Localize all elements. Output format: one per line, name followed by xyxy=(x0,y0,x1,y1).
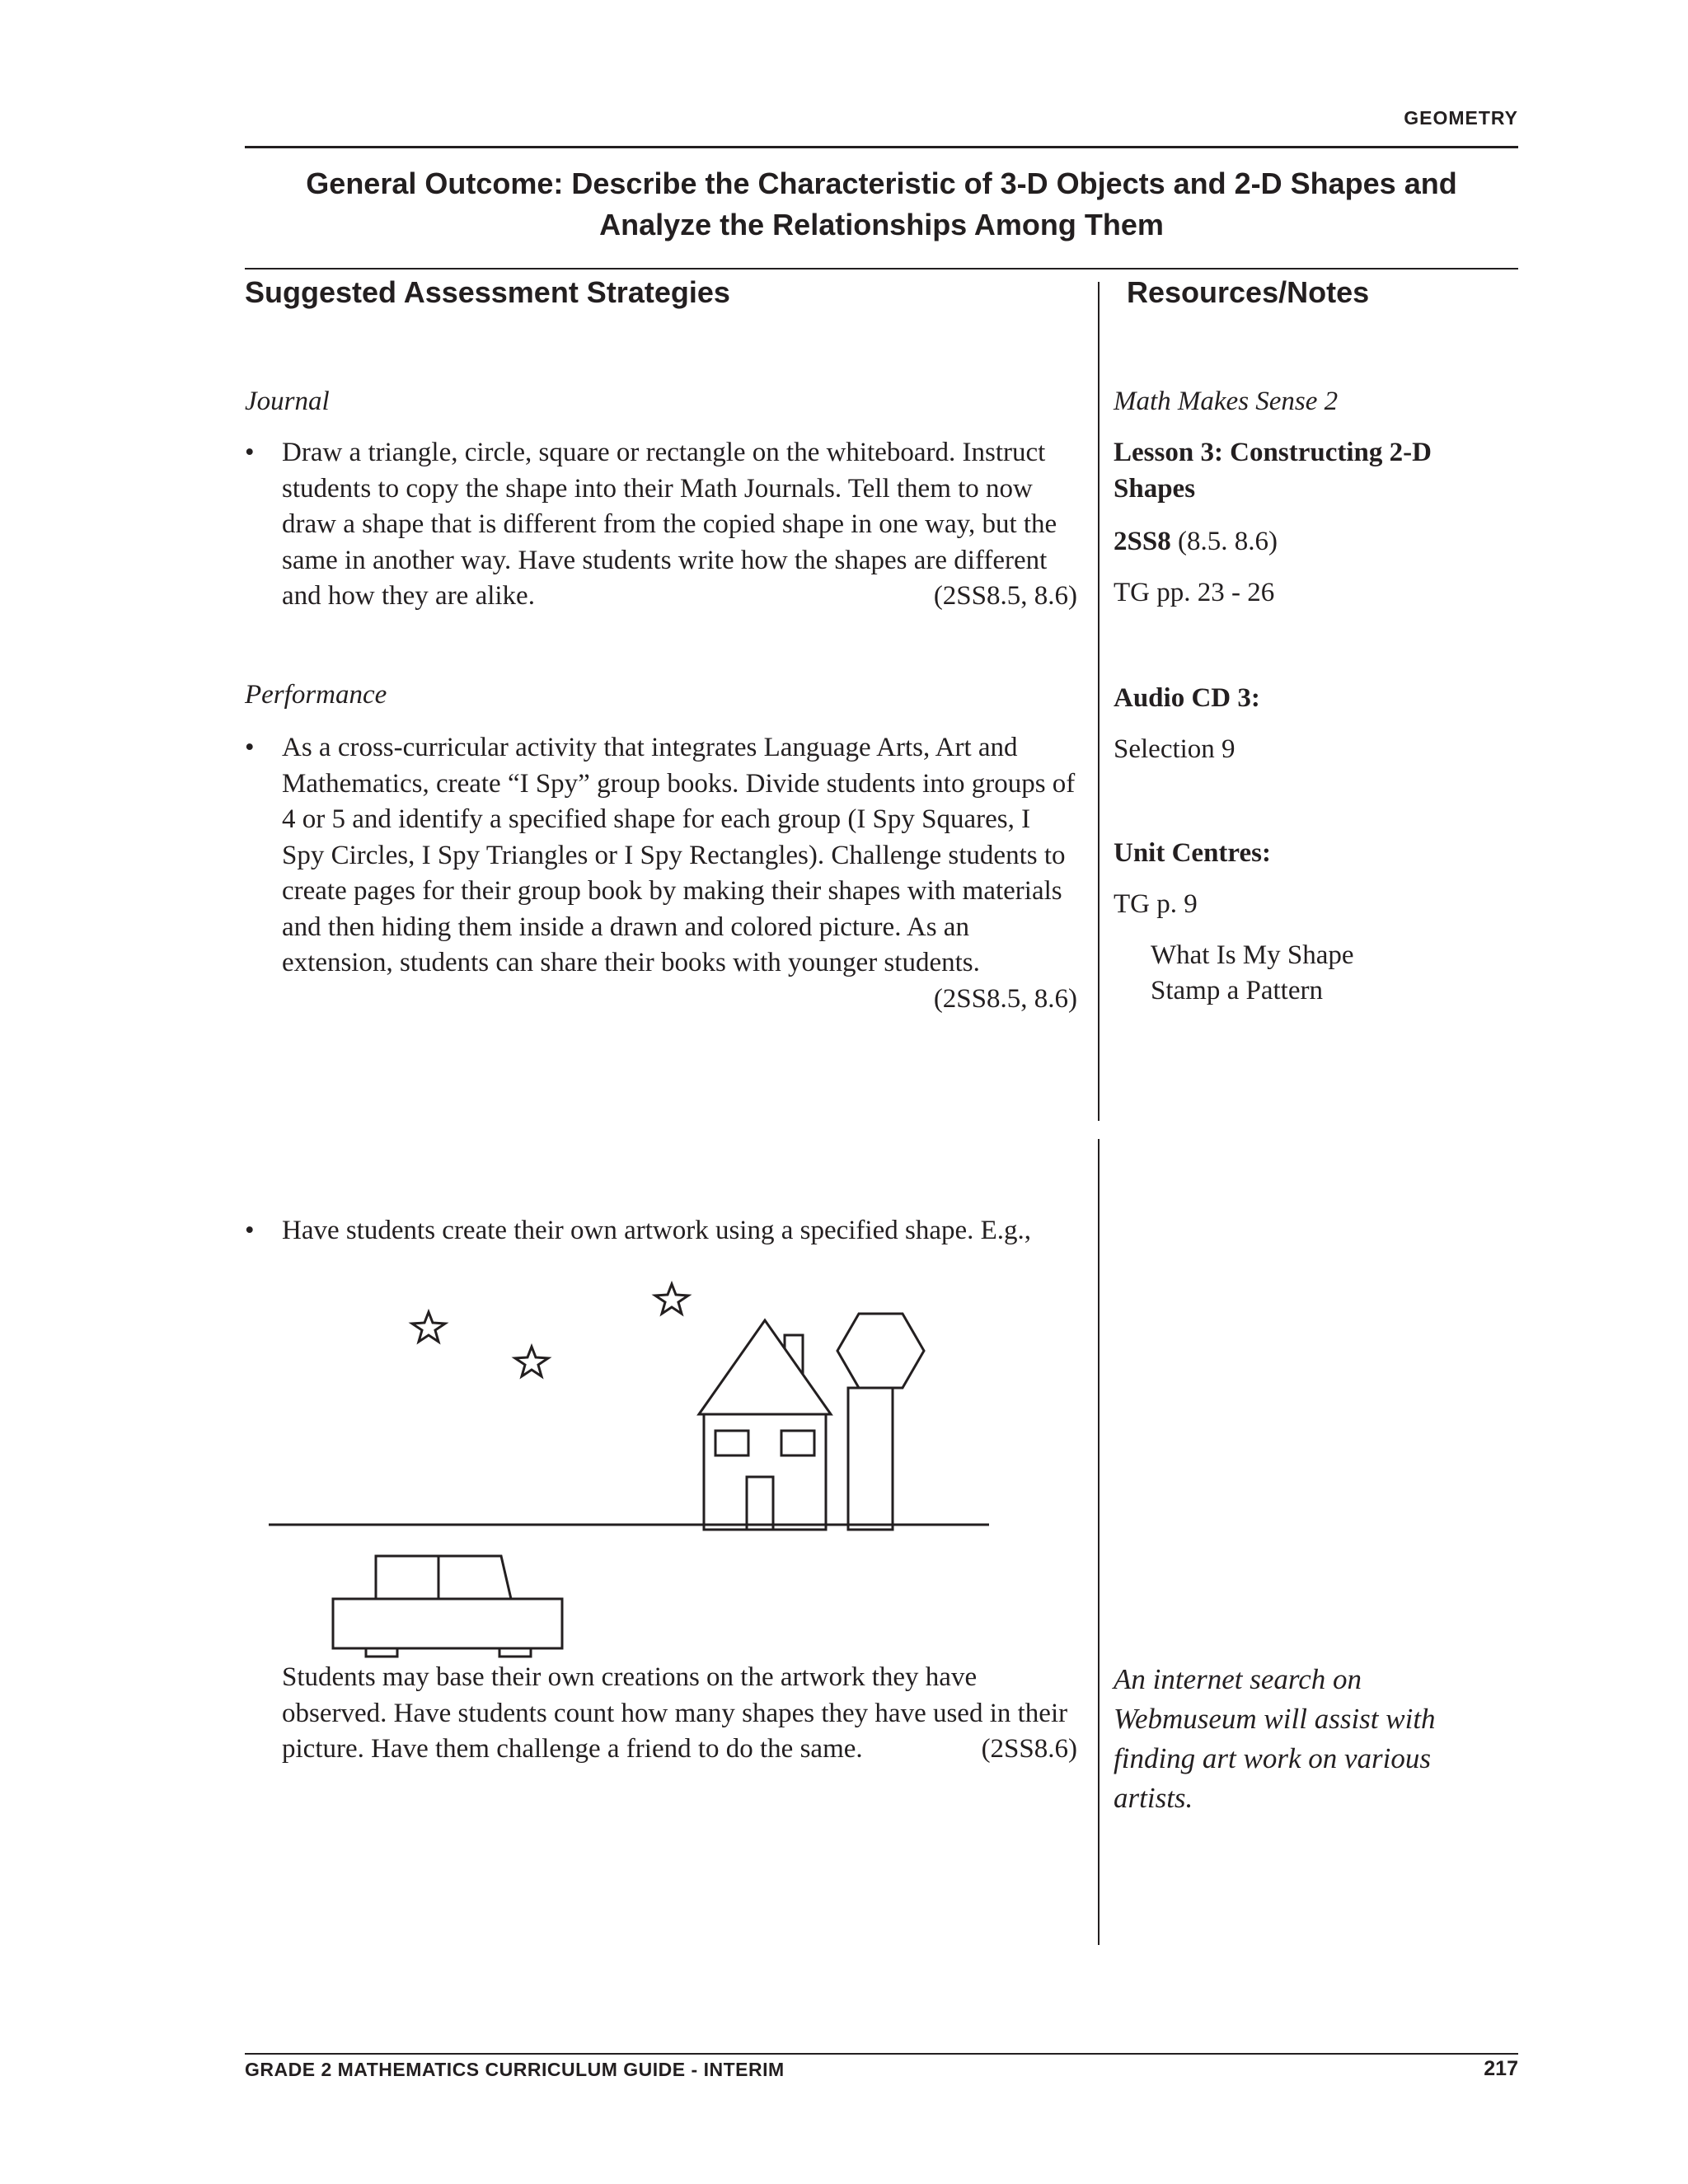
resource-outcome-code: 2SS8 xyxy=(1114,527,1171,556)
outcome-line-2: Analyze the Relationships Among Them xyxy=(599,208,1164,241)
car-cab-rear xyxy=(438,1556,511,1599)
star-shape xyxy=(515,1347,548,1376)
car-cab-front xyxy=(376,1556,438,1599)
column-divider xyxy=(1098,1139,1100,1945)
car-body xyxy=(333,1599,562,1648)
journal-bullet xyxy=(245,435,1077,615)
resource-outcome-detail: (8.5. 8.6) xyxy=(1170,527,1278,556)
outcome-line-1: General Outcome: Describe the Characteristic of 3-D Objects and 2-D Shapes and xyxy=(306,166,1457,200)
artwork-bullet-text: Have students create their own artwork using a specified shape. E.g., xyxy=(282,1216,1032,1245)
star-shape xyxy=(412,1312,445,1342)
resource-audio-selection: Selection 9 xyxy=(1114,734,1236,764)
column-divider xyxy=(1098,282,1100,1121)
artwork-bullet xyxy=(245,1213,1077,1249)
resource-centre-item: Stamp a Pattern xyxy=(1151,976,1323,1005)
resource-tg-pages: TG pp. 23 - 26 xyxy=(1114,578,1275,607)
journal-heading: Journal xyxy=(245,387,330,416)
resource-outcome xyxy=(1114,524,1517,560)
bullet-dot: • xyxy=(245,438,255,467)
resource-book-title: Math Makes Sense 2 xyxy=(1114,387,1339,416)
resource-centres-tg: TG p. 9 xyxy=(1114,889,1198,919)
performance-body: As a cross-curricular activity that integrates Language Arts, Art and Mathematics, create “I Spy” group books. Divide students into groups of 4 or 5 and identify a specified shape for each group (I Spy Squares, I Spy Circles, I Spy Triangles or I Spy Rectangles). Challenge students to create pages for their group book by making their shapes with materials and then hiding them inside a drawn and colored picture. As an extension, students can share their books with younger students. xyxy=(282,733,1076,977)
house-window xyxy=(715,1431,748,1455)
tree-hexagon xyxy=(837,1314,924,1388)
resource-centres-heading: Unit Centres: xyxy=(1114,838,1271,868)
left-column-heading: Suggested Assessment Strategies xyxy=(245,275,730,309)
artwork-ref: (2SS8.6) xyxy=(981,1734,1077,1764)
bullet-dot: • xyxy=(245,733,255,762)
house-door xyxy=(747,1477,773,1530)
title-rule xyxy=(245,268,1518,269)
header-rule xyxy=(245,146,1518,148)
star-shape xyxy=(655,1284,688,1314)
example-artwork xyxy=(264,1269,1006,1665)
performance-bullet xyxy=(245,730,1077,1017)
general-outcome-title xyxy=(245,163,1518,246)
artwork-followup xyxy=(245,1660,1077,1768)
footer-rule xyxy=(245,2053,1518,2055)
journal-body: Draw a triangle, circle, square or rectangle on the whiteboard. Instruct students to copy the shape into their Math Journals. Tell them to now draw a shape that is different from the copied shape in one way, but the same in another way. Have students write how the shapes are different and how they are alike. xyxy=(282,438,1057,611)
section-label: GEOMETRY xyxy=(1404,107,1518,129)
performance-ref: (2SS8.5, 8.6) xyxy=(933,983,1077,1014)
journal-ref: (2SS8.5, 8.6) xyxy=(933,581,1077,611)
house-window xyxy=(781,1431,814,1455)
tree-trunk xyxy=(848,1388,893,1530)
right-column-heading: Resources/Notes xyxy=(1127,275,1370,309)
resource-audio-heading: Audio CD 3: xyxy=(1114,683,1260,713)
performance-text xyxy=(282,730,1077,1014)
resource-centre-item: What Is My Shape xyxy=(1151,940,1354,970)
resource-note: An internet search on Webmuseum will assist with finding art work on various artists. xyxy=(1114,1663,1436,1814)
page-number: 217 xyxy=(1484,2057,1518,2080)
resource-lesson: Lesson 3: Constructing 2-D Shapes xyxy=(1114,438,1432,504)
house-roof xyxy=(699,1320,831,1414)
car-wheel xyxy=(366,1648,397,1657)
car-wheel xyxy=(499,1648,531,1657)
performance-heading: Performance xyxy=(245,680,387,710)
footer-title: GRADE 2 MATHEMATICS CURRICULUM GUIDE - INTERIM xyxy=(245,2059,785,2080)
artwork-followup-body: Students may base their own creations on the artwork they have observed. Have students count how many shapes they have used in their picture. Have them challenge a friend to do the same. xyxy=(282,1662,1068,1764)
journal-text xyxy=(282,435,1077,615)
artwork-followup-text xyxy=(282,1660,1077,1768)
bullet-dot: • xyxy=(245,1216,255,1245)
